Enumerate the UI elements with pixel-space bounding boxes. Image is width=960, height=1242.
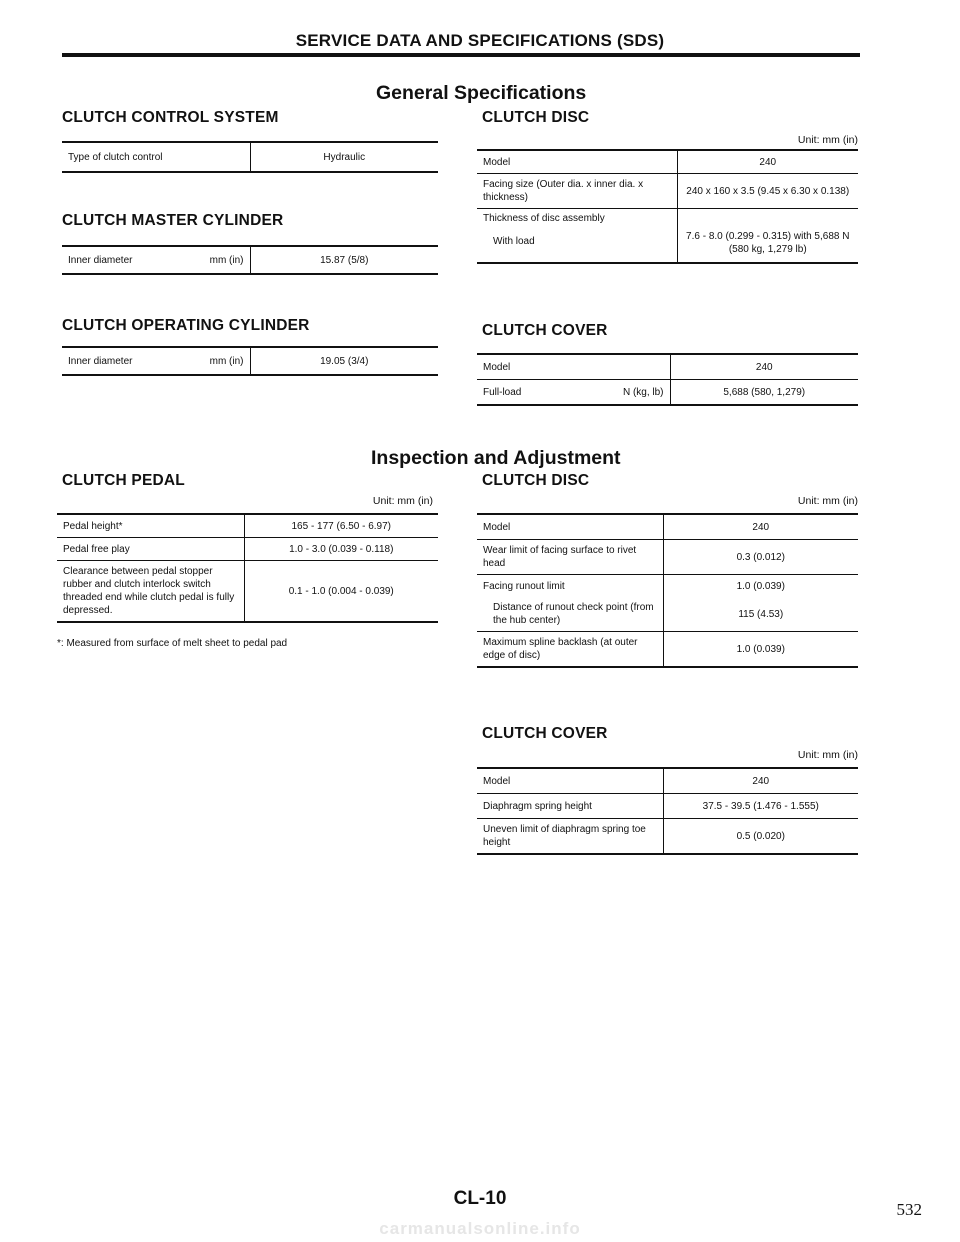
row-value: 7.6 - 8.0 (0.299 - 0.315) with 5,688 N (580 kg, 1,279 lb) <box>677 209 858 264</box>
row-label-cell <box>62 347 250 375</box>
table-row <box>57 538 438 561</box>
row-sublabel: With load <box>493 236 535 247</box>
row-label-cell <box>477 209 677 264</box>
footnote: *: Measured from surface of melt sheet to pedal pad <box>57 638 288 649</box>
row-value: 37.5 - 39.5 (1.476 - 1.555) <box>663 794 858 819</box>
row-label: Pedal free play <box>57 538 244 561</box>
row-label: Full-load <box>483 386 522 398</box>
row-label: Facing size (Outer dia. x inner dia. x thickness) <box>477 174 677 209</box>
table-row <box>477 575 858 598</box>
row-value: 5,688 (580, 1,279) <box>670 380 858 406</box>
table-row <box>477 794 858 819</box>
row-unit: mm (in) <box>209 355 244 367</box>
row-value: 240 <box>663 768 858 794</box>
clutch-control-system-title: CLUTCH CONTROL SYSTEM <box>62 109 279 126</box>
page-title: SERVICE DATA AND SPECIFICATIONS (SDS) <box>295 31 665 50</box>
row-value: 1.0 (0.039) <box>663 632 858 668</box>
row-value: 19.05 (3/4) <box>250 347 438 375</box>
clutch-operating-cylinder-title: CLUTCH OPERATING CYLINDER <box>62 317 310 334</box>
table-row <box>477 150 858 174</box>
unit-note: Unit: mm (in) <box>797 749 858 761</box>
clutch-operating-cylinder-table <box>62 346 438 376</box>
row-label: Facing runout limit <box>477 575 663 598</box>
table-row <box>477 380 858 406</box>
table-row <box>62 347 438 375</box>
table-row <box>477 768 858 794</box>
inspection-adjustment-heading: Inspection and Adjustment <box>371 447 621 469</box>
table-row <box>477 209 858 264</box>
clutch-pedal-title: CLUTCH PEDAL <box>62 472 185 489</box>
unit-note: Unit: mm (in) <box>797 495 858 507</box>
row-value: 240 <box>663 514 858 540</box>
table-row <box>62 142 438 172</box>
title-rule <box>62 53 860 57</box>
row-label: Model <box>483 521 511 533</box>
table-row <box>477 354 858 380</box>
unit-note: Unit: mm (in) <box>372 495 433 507</box>
row-value: 165 - 177 (6.50 - 6.97) <box>244 514 438 538</box>
clutch-master-cylinder-title: CLUTCH MASTER CYLINDER <box>62 212 284 229</box>
row-value: Hydraulic <box>250 142 438 172</box>
watermark: carmanualsonline.info <box>379 1219 581 1238</box>
row-unit: N (kg, lb) <box>622 386 664 398</box>
row-label: Type of clutch control <box>68 151 163 163</box>
unit-note: Unit: mm (in) <box>797 134 858 146</box>
row-label: Model <box>483 361 511 373</box>
table-row <box>477 174 858 209</box>
clutch-disc-inspection-title: CLUTCH DISC <box>482 472 590 489</box>
row-value: 1.0 - 3.0 (0.039 - 0.118) <box>244 538 438 561</box>
row-value: 0.3 (0.012) <box>663 540 858 575</box>
clutch-cover-title: CLUTCH COVER <box>482 322 608 339</box>
page-number: 532 <box>896 1200 922 1219</box>
row-label: Inner diameter <box>68 355 133 367</box>
row-label: Diaphragm spring height <box>477 794 663 819</box>
table-row <box>62 246 438 274</box>
row-label: Wear limit of facing surface to rivet head <box>477 540 663 575</box>
clutch-disc-spec-table <box>477 149 858 264</box>
clutch-cover-spec-table <box>477 353 858 406</box>
row-value: 240 x 160 x 3.5 (9.45 x 6.30 x 0.138) <box>677 174 858 209</box>
row-label: Model <box>483 775 511 787</box>
row-label-cell <box>477 380 670 406</box>
row-value: 0.1 - 1.0 (0.004 - 0.039) <box>244 561 438 623</box>
table-row <box>57 561 438 623</box>
row-value: 240 <box>670 354 858 380</box>
row-label: Pedal height* <box>63 520 123 532</box>
row-value: 115 (4.53) <box>663 597 858 632</box>
clutch-master-cylinder-table <box>62 245 438 275</box>
table-row <box>477 540 858 575</box>
clutch-cover-inspection-title: CLUTCH COVER <box>482 725 608 742</box>
row-label: Clearance between pedal stopper rubber and clutch interlock switch threaded end while clutch pedal is fully depressed. <box>57 561 244 623</box>
row-label: Thickness of disc assembly <box>483 213 605 224</box>
row-unit: mm (in) <box>209 254 244 266</box>
table-row <box>477 632 858 668</box>
row-value: 15.87 (5/8) <box>250 246 438 274</box>
row-value: 0.5 (0.020) <box>663 819 858 855</box>
page-code: CL-10 <box>453 1188 507 1209</box>
row-value: 1.0 (0.039) <box>663 575 858 598</box>
clutch-pedal-table <box>57 513 438 623</box>
table-row <box>477 597 858 632</box>
row-label-cell <box>62 246 250 274</box>
clutch-disc-inspection-table <box>477 513 858 668</box>
table-row <box>477 819 858 855</box>
row-label: Distance of runout check point (from the hub center) <box>493 602 654 626</box>
general-specifications-heading: General Specifications <box>376 82 587 104</box>
row-label: Model <box>483 156 511 168</box>
clutch-cover-inspection-table <box>477 767 858 855</box>
row-label: Inner diameter <box>68 254 133 266</box>
row-value: 240 <box>677 150 858 174</box>
clutch-disc-title: CLUTCH DISC <box>482 109 590 126</box>
table-row <box>477 514 858 540</box>
clutch-control-system-table <box>62 141 438 173</box>
row-label: Maximum spline backlash (at outer edge of disc) <box>477 632 663 668</box>
table-row <box>57 514 438 538</box>
row-label: Uneven limit of diaphragm spring toe height <box>477 819 663 855</box>
